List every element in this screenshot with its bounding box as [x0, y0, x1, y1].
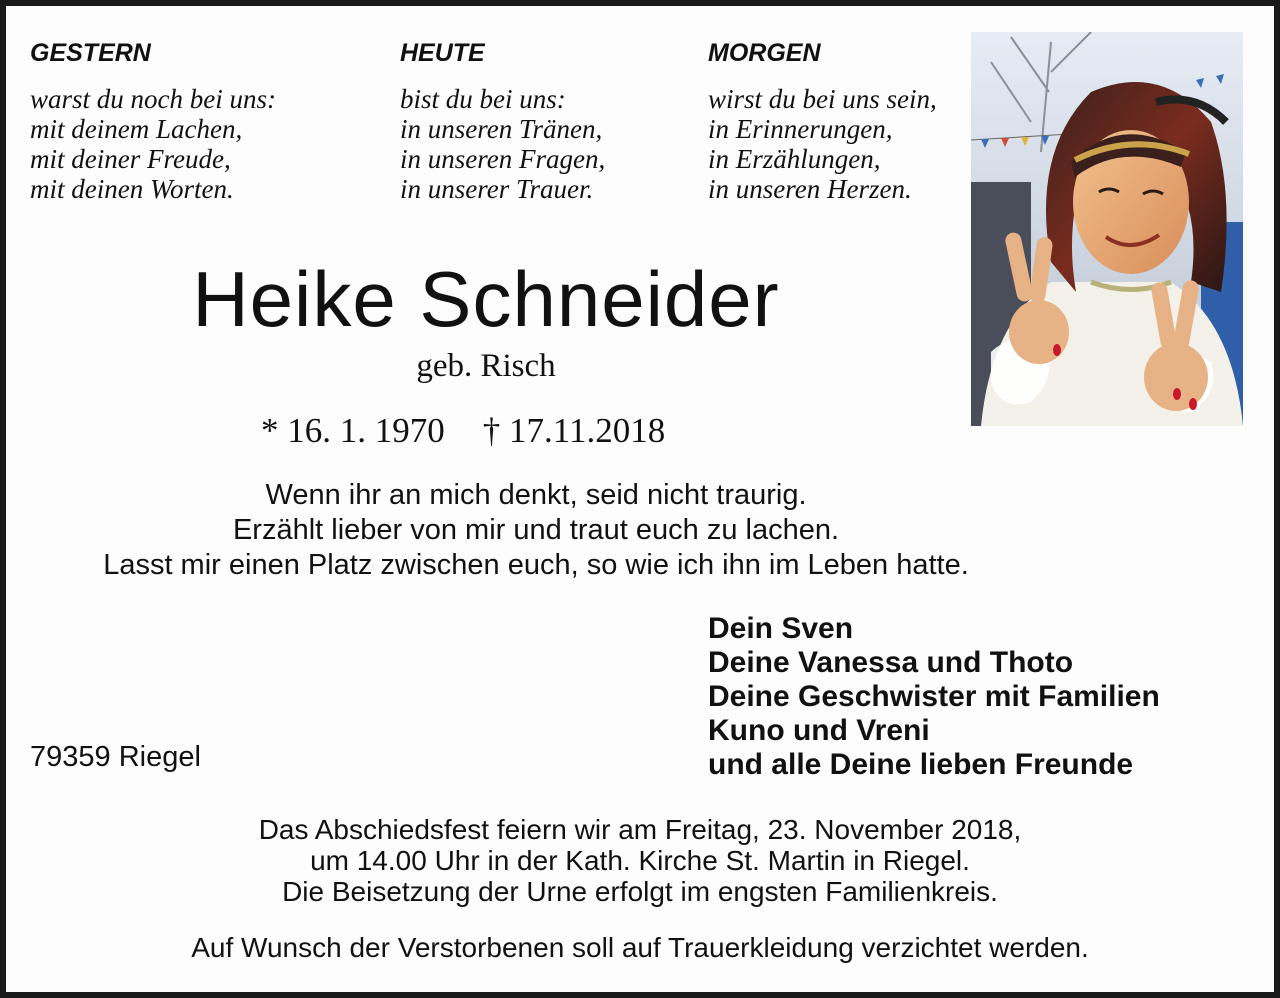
dress-code-note: Auf Wunsch der Verstorbenen soll auf Trauerkleidung verzichtet werden.: [191, 932, 1089, 963]
birth-date: * 16. 1. 1970: [261, 411, 445, 450]
column-verse: [30, 84, 276, 204]
poem-line: Erzählt lieber von mir und traut euch zu lachen.: [232, 514, 840, 546]
verse-line: in unseren Herzen.: [708, 174, 912, 204]
verse-line: warst du noch bei uns:: [30, 84, 276, 114]
mourner: und alle Deine lieben Freunde: [708, 748, 1134, 781]
column-heading: MORGEN: [708, 39, 821, 67]
column-morgen: [708, 38, 937, 204]
poem-line: Lasst mir einen Platz zwischen euch, so wie ich ihn im Leben hatte.: [103, 549, 969, 581]
verse-line: mit deinen Worten.: [30, 174, 234, 204]
ceremony-line: um 14.00 Uhr in der Kath. Kirche St. Martin in Riegel.: [310, 845, 970, 876]
portrait-photo-icon: [971, 32, 1243, 426]
verse-line: in unseren Fragen,: [400, 144, 606, 174]
mourner: Dein Sven: [708, 612, 854, 645]
poem-line: Wenn ihr an mich denkt, seid nicht traurig.: [265, 479, 807, 511]
verse-line: mit deiner Freude,: [30, 144, 231, 174]
column-heute: [400, 38, 605, 204]
verse-line: bist du bei uns:: [400, 84, 566, 114]
deceased-name: Heike Schneider: [192, 255, 780, 343]
ceremony-line: Das Abschiedsfest feiern wir am Freitag, 23. November 2018,: [258, 814, 1022, 845]
verse-line: in Erzählungen,: [708, 144, 881, 174]
column-verse: [400, 84, 605, 204]
verse-line: mit deinem Lachen,: [30, 114, 243, 144]
column-gestern: [30, 38, 276, 204]
mourner: Kuno und Vreni: [708, 714, 930, 747]
poem: [6, 478, 1066, 583]
mourner: Deine Geschwister mit Familien: [708, 680, 1160, 713]
maiden-name: geb. Risch: [416, 348, 556, 384]
verse-line: in Erinnerungen,: [708, 114, 893, 144]
verse-line: wirst du bei uns sein,: [708, 84, 937, 114]
column-heading: HEUTE: [400, 39, 485, 67]
portrait-illustration: [971, 32, 1243, 426]
mourner: Deine Vanessa und Thoto: [708, 646, 1074, 679]
location: 79359 Riegel: [30, 741, 201, 773]
verse-line: in unserer Trauer.: [400, 174, 594, 204]
column-heading: GESTERN: [30, 39, 151, 67]
ceremony-line: Die Beisetzung der Urne erfolgt im engsten Familienkreis.: [282, 876, 998, 907]
ceremony-info: [6, 814, 1274, 907]
column-verse: [708, 84, 937, 204]
verse-line: in unseren Tränen,: [400, 114, 603, 144]
mourners-list: [708, 612, 1160, 782]
life-dates: [261, 409, 665, 453]
death-date: † 17.11.2018: [482, 411, 666, 450]
